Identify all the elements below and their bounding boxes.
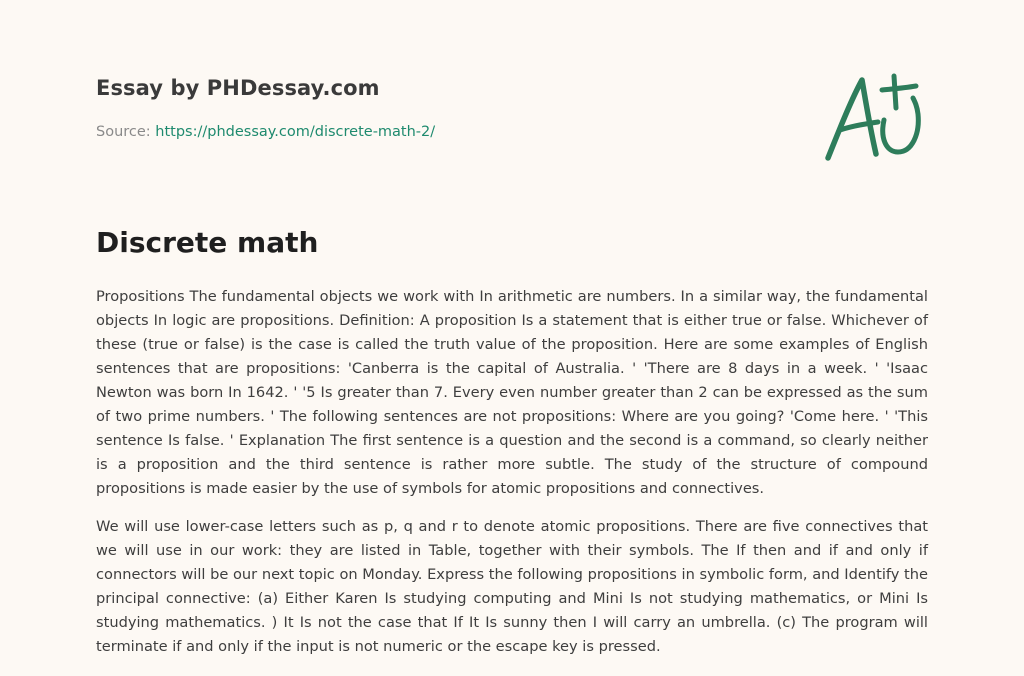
page-title: Discrete math	[96, 226, 319, 259]
article-paragraph: We will use lower-case letters such as p, q and r to denote atomic propositions. There are five connectives that we will use in our work: they are listed in Table, together with their symbols. The If then and if and only if connectors will be our next topic on Monday. Express the following propositions in symbolic form, and Identify the principal connective: (a) Either Karen Is studying computing and Mini Is not studying mathematics, or Mini Is studying mathematics. ) It Is not the case that If It Is sunny then I will carry an umbrella. (c) The program will terminate if and only if the input is not numeric or the escape key is pressed.	[96, 518, 928, 655]
site-title: Essay by PHDessay.com	[96, 76, 380, 100]
source-link[interactable]: https://phdessay.com/discrete-math-2/	[155, 124, 436, 140]
article-body	[96, 285, 928, 673]
source-line	[96, 124, 435, 140]
a-plus-grade-icon	[820, 68, 930, 164]
article-paragraph: Propositions The fundamental objects we work with In arithmetic are numbers. In a similar way, the fundamental objects In logic are propositions. Definition: A proposition Is a statement that is either true or false. Whichever of these (true or false) is the case is called the truth value of the proposition. Here are some examples of English sentences that are propositions: 'Canberra is the capital of Australia. ' 'There are 8 days in a week. ' 'Isaac Newton was born In 1642. ' '5 Is greater than 7. Every even number greater than 2 can be expressed as the sum of two prime numbers. ' The following sentences are not propositions: Where are you going? 'Come here. ' 'This sentence Is false. ' Explanation The first sentence is a question and the second is a command, so clearly neither is a proposition and the third sentence is rather more subtle. The study of the structure of compound propositions is made easier by the use of symbols for atomic propositions and connectives.	[96, 288, 928, 497]
source-label: Source:	[96, 124, 151, 140]
